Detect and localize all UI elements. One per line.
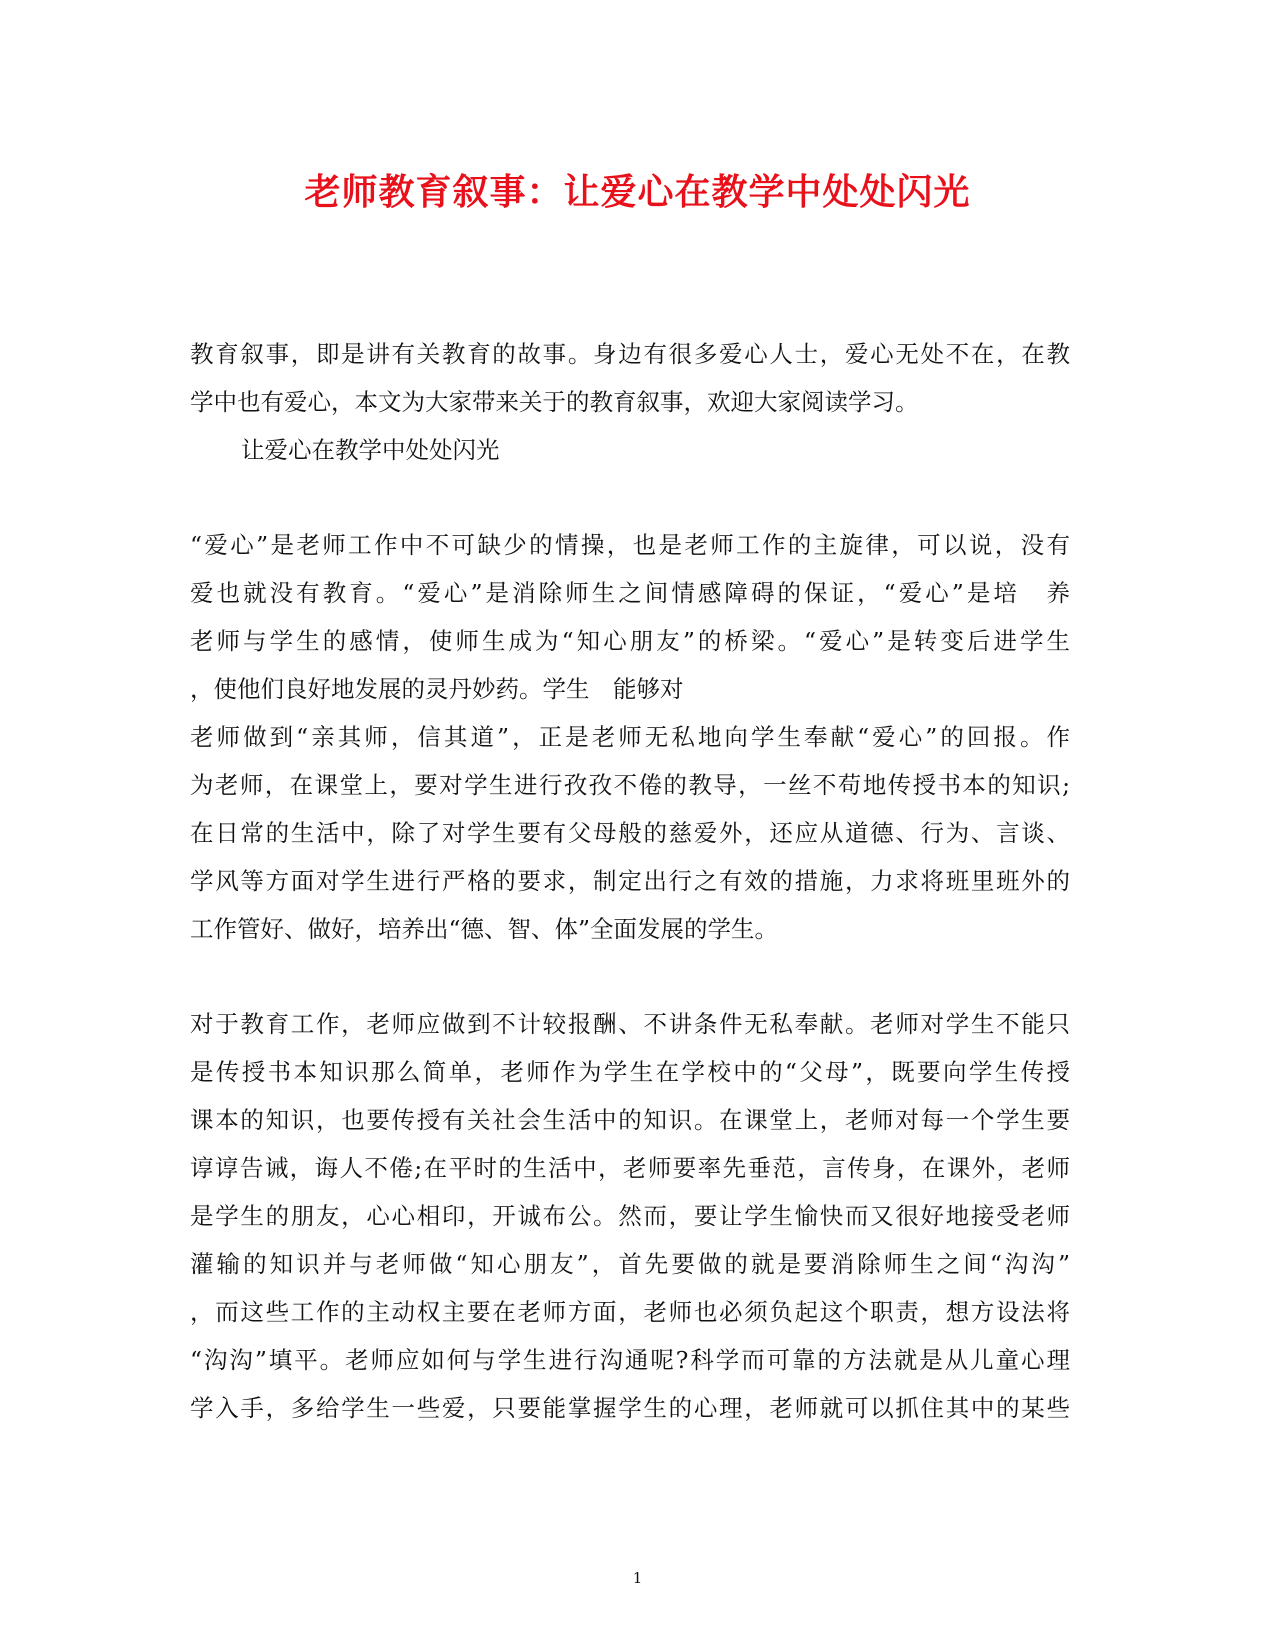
text-line: 学中也有爱心，本文为大家带来关于的教育叙事，欢迎大家阅读学习。	[190, 388, 919, 416]
text-line: 在日常的生活中，除了对学生要有父母般的慈爱外，还应从道德、行为、言谈、	[190, 819, 1070, 847]
text-line: 老师做到“亲其师，信其道”，正是老师无私地向学生奉献“爱心”的回报。作	[190, 723, 1070, 751]
text-line: 学入手，多给学生一些爱，只要能掌握学生的心理，老师就可以抓住其中的某些	[190, 1394, 1070, 1422]
paragraph-spacer	[190, 474, 1070, 521]
text-line: 对于教育工作，老师应做到不计较报酬、不讲条件无私奉献。老师对学生不能只	[190, 1010, 1070, 1038]
paragraph-spacer	[190, 953, 1070, 1000]
text-line: 爱也就没有教育。“爱心”是消除师生之间情感障碍的保证，“爱心”是培 养	[190, 579, 1070, 607]
text-line: 是传授书本知识那么简单，老师作为学生在学校中的“父母”，既要向学生传授	[190, 1058, 1070, 1086]
text-line: 课本的知识，也要传授有关社会生活中的知识。在课堂上，老师对每一个学生要	[190, 1106, 1070, 1134]
text-line: “沟沟”填平。老师应如何与学生进行沟通呢?科学而可靠的方法就是从儿童心理	[190, 1346, 1070, 1374]
text-line: ，而这些工作的主动权主要在老师方面，老师也必须负起这个职责，想方设法将	[190, 1298, 1070, 1326]
text-line: 老师与学生的感情，使师生成为“知心朋友”的桥梁。“爱心”是转变后进学生	[190, 627, 1070, 655]
text-line: 教育叙事，即是讲有关教育的故事。身边有很多爱心人士，爱心无处不在，在教	[190, 340, 1070, 368]
intro-paragraph	[190, 330, 1070, 426]
text-line: 学风等方面对学生进行严格的要求，制定出行之有效的措施，力求将班里班外的	[190, 867, 1070, 895]
page-number: 1	[632, 1569, 643, 1587]
text-line: “爱心”是老师工作中不可缺少的情操，也是老师工作的主旋律，可以说，没有	[190, 531, 1070, 559]
document-title: 老师教育叙事：让爱心在教学中处处闪光	[304, 171, 971, 213]
text-line: 谆谆告诫，诲人不倦;在平时的生活中，老师要率先垂范，言传身，在课外，老师	[190, 1154, 1070, 1182]
text-line: 为老师，在课堂上，要对学生进行孜孜不倦的教导，一丝不苟地传授书本的知识;	[190, 771, 1070, 799]
section-subtitle: 让爱心在教学中处处闪光	[241, 436, 500, 464]
text-line: ，使他们良好地发展的灵丹妙药。学生 能够对	[190, 675, 684, 703]
paragraph-dedication	[190, 1000, 1070, 1432]
paragraph-love	[190, 521, 1070, 953]
text-line: 工作管好、做好，培养出“德、智、体”全面发展的学生。	[190, 915, 779, 943]
document-body	[190, 330, 1070, 1432]
text-line: 是学生的朋友，心心相印，开诚布公。然而，要让学生愉快而又很好地接受老师	[190, 1202, 1070, 1230]
text-line: 灌输的知识并与老师做“知心朋友”，首先要做的就是要消除师生之间“沟沟”	[190, 1250, 1070, 1278]
